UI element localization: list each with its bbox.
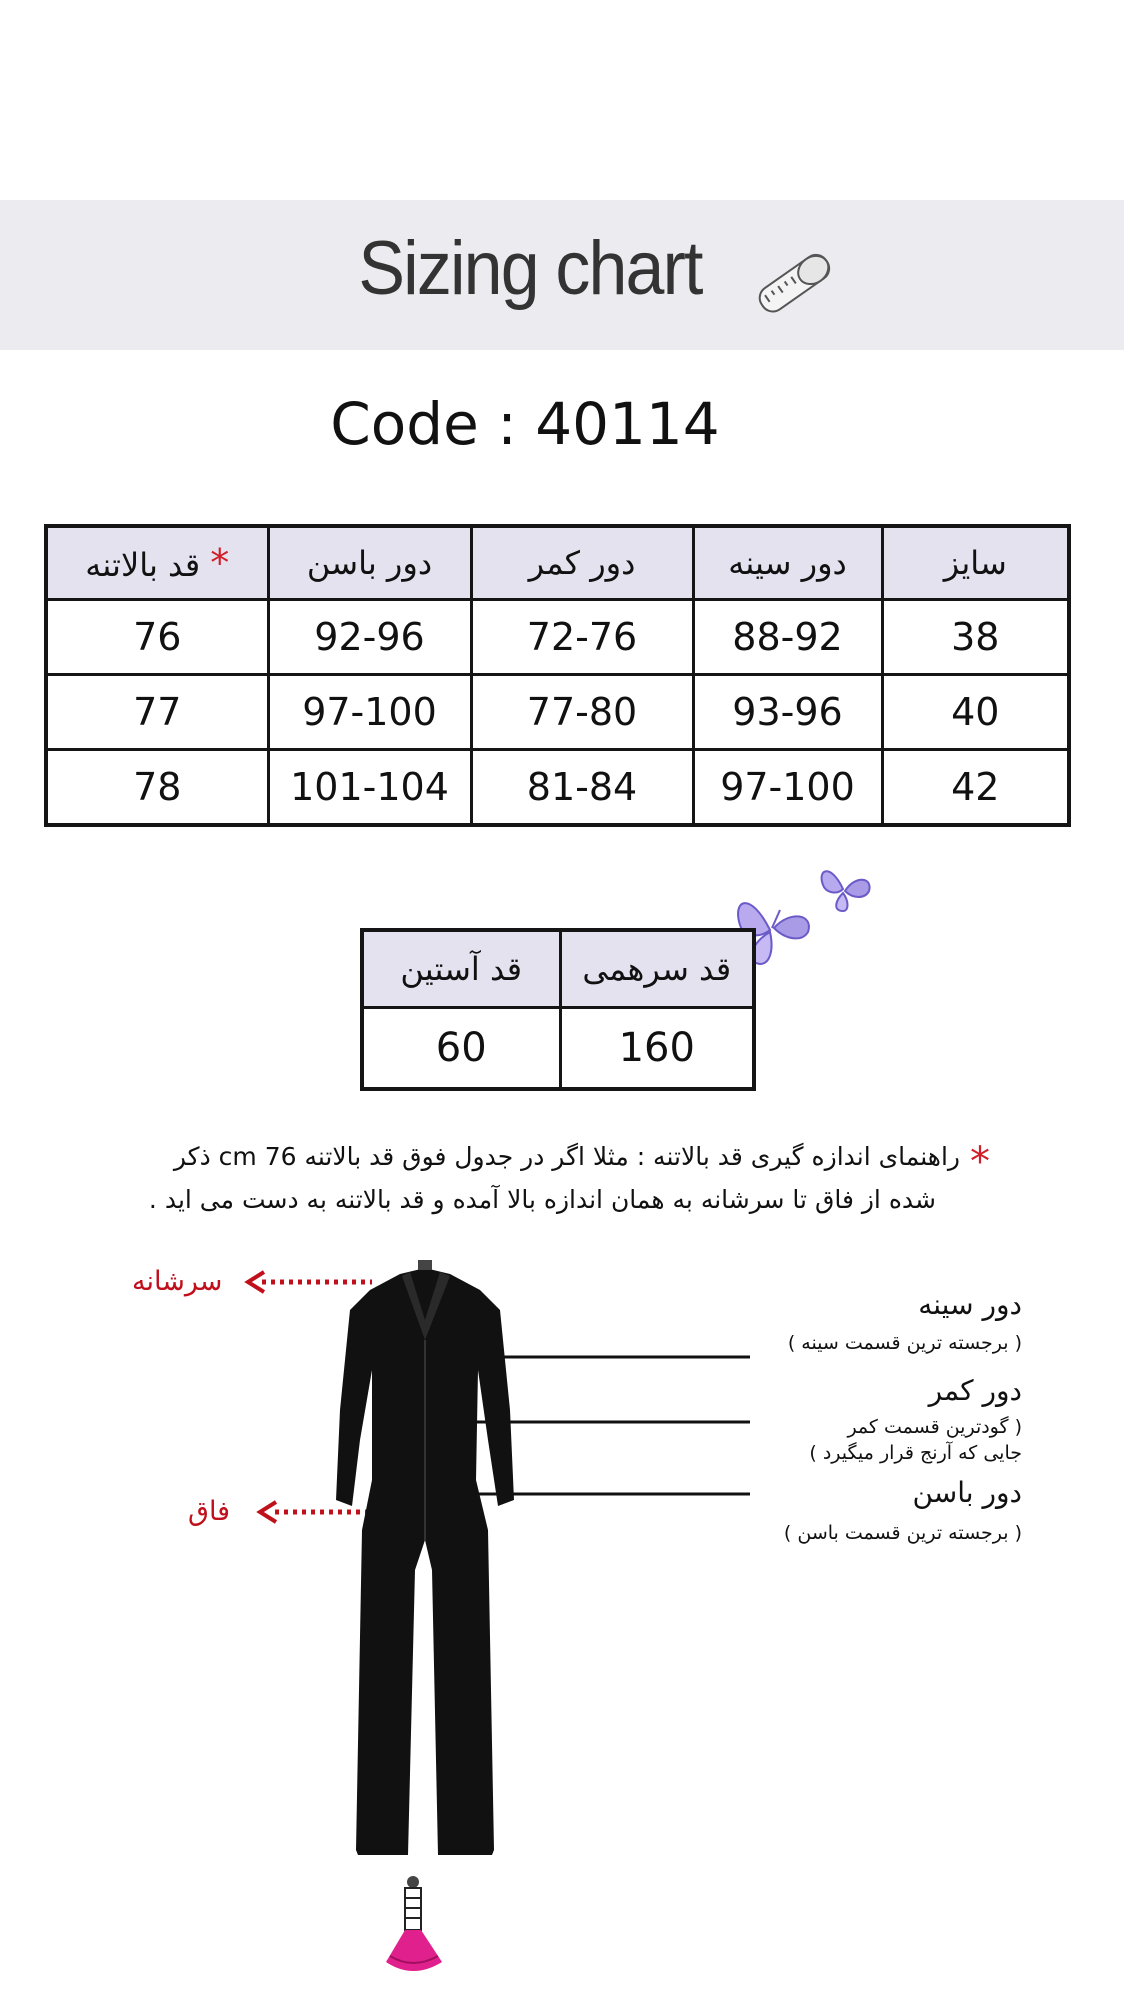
cell-upper-body-length: 78 [46,750,268,826]
length-table [360,928,756,1091]
note-line-1: راهنمای اندازه گیری قد بالاتنه : مثلا اگر در جدول فوق قد بالاتنه 76 cm ذکر [173,1142,960,1171]
shoulder-label: سرشانه [132,1266,223,1297]
brand-logo [386,1876,442,1971]
header-sleeve-length: قد آستین [362,930,560,1008]
header-upper-body-length: قد بالاتنه * [46,526,268,600]
cell-size: 40 [882,675,1069,750]
crotch-label: فاق [188,1496,231,1527]
note-line-2: شده از فاق تا سرشانه به همان اندازه بالا آمده و قد بالاتنه به دست می اید . [148,1185,936,1214]
cell-hip: 92-96 [268,600,471,675]
page-title: Sizing chart [358,226,702,311]
hip-title: دور باسن [912,1476,1022,1509]
header-chest: دور سینه [693,526,882,600]
jumpsuit-diagram [0,1250,1124,2000]
header-size: سایز [882,526,1069,600]
cell-jumpsuit-length: 160 [560,1008,754,1090]
measuring-tape-icon [748,240,842,328]
asterisk-icon: * [970,1139,990,1185]
product-code: Code : 40114 [330,390,720,458]
cell-waist: 72-76 [471,600,693,675]
butterfly-icon [815,855,877,915]
table-row [362,1008,754,1090]
table-header-row [46,526,1069,600]
cell-size: 38 [882,600,1069,675]
cell-upper-body-length: 76 [46,600,268,675]
measurement-note [130,1138,990,1219]
cell-sleeve-length: 60 [362,1008,560,1090]
header-hip: دور باسن [268,526,471,600]
chest-description: ( برجسته ترین قسمت سینه ) [787,1332,1022,1354]
cell-chest: 97-100 [693,750,882,826]
header-jumpsuit-length: قد سرهمی [560,930,754,1008]
cell-hip: 101-104 [268,750,471,826]
asterisk-icon: * [210,541,230,585]
table-header-row [362,930,754,1008]
waist-title: دور کمر [928,1374,1022,1407]
shoulder-arrow [248,1272,372,1292]
table-row [46,675,1069,750]
cell-hip: 97-100 [268,675,471,750]
table-row [46,600,1069,675]
cell-chest: 88-92 [693,600,882,675]
header-waist: دور کمر [471,526,693,600]
cell-size: 42 [882,750,1069,826]
hip-description: ( برجسته ترین قسمت باسن ) [783,1522,1022,1544]
size-table [44,524,1071,827]
cell-upper-body-length: 77 [46,675,268,750]
waist-description-2: جایی که آرنج قرار میگیرد ) [809,1442,1022,1464]
table-row [46,750,1069,826]
cell-waist: 77-80 [471,675,693,750]
jumpsuit-figure [336,1260,514,1855]
waist-description-1: ( گودترین قسمت کمر [847,1416,1022,1438]
cell-waist: 81-84 [471,750,693,826]
cell-chest: 93-96 [693,675,882,750]
chest-title: دور سینه [918,1288,1022,1321]
